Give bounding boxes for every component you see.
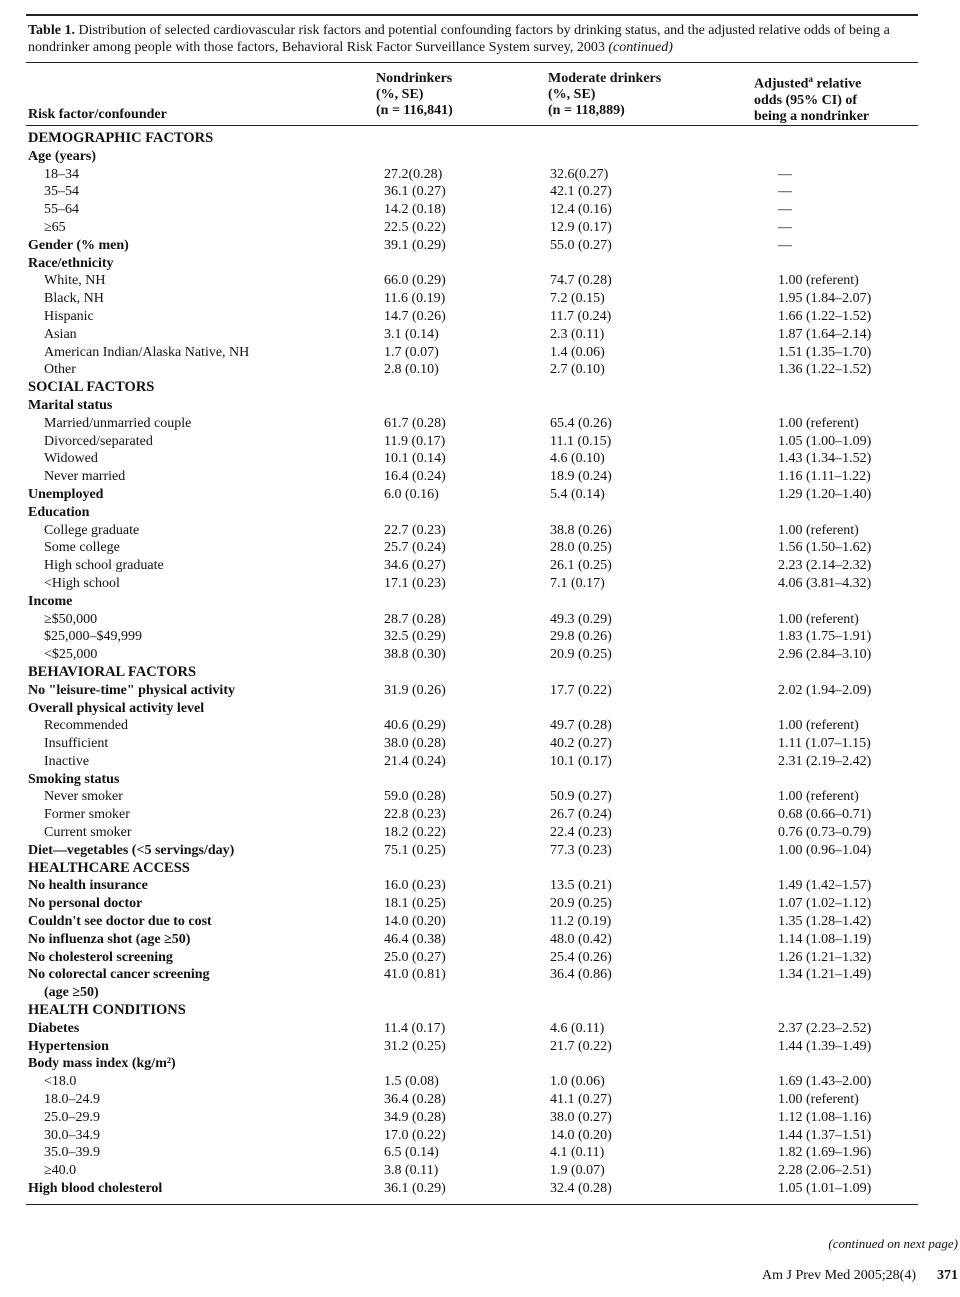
table-row	[26, 522, 918, 540]
adjusted-odds-cell: 1.34 (1.21–1.49)	[778, 967, 872, 983]
moderate-drinkers-cell: 12.4 (0.16)	[550, 202, 612, 218]
moderate-drinkers-cell: 1.0 (0.06)	[550, 1074, 605, 1090]
page-number: 371	[937, 1268, 958, 1283]
nondrinkers-cell: 17.0 (0.22)	[384, 1127, 446, 1143]
row-label: ≥65	[44, 219, 66, 235]
moderate-drinkers-cell: 26.1 (0.25)	[550, 558, 612, 574]
moderate-drinkers-cell: 65.4 (0.26)	[550, 415, 612, 431]
table-row	[26, 611, 918, 629]
nondrinkers-cell: 38.0 (0.28)	[384, 736, 446, 752]
table-row	[26, 771, 918, 789]
table-row	[26, 1073, 918, 1091]
table-body	[26, 126, 918, 1198]
table-row	[26, 966, 918, 984]
row-label: Unemployed	[28, 486, 104, 502]
adjusted-odds-cell: 1.00 (referent)	[778, 522, 859, 538]
nondrinkers-cell: 16.0 (0.23)	[384, 878, 446, 894]
table-row	[26, 700, 918, 718]
moderate-drinkers-cell: 50.9 (0.27)	[550, 789, 612, 805]
table-header	[26, 63, 918, 125]
nondrinkers-cell: 31.9 (0.26)	[384, 682, 446, 698]
row-label: No influenza shot (age ≥50)	[28, 931, 191, 947]
nondrinkers-cell: 11.9 (0.17)	[384, 433, 446, 449]
moderate-drinkers-cell: 17.7 (0.22)	[550, 682, 612, 698]
nondrinkers-cell: 3.1 (0.14)	[384, 326, 439, 342]
header-line: (n = 118,889)	[548, 103, 625, 118]
row-label: Recommended	[44, 718, 128, 734]
moderate-drinkers-cell: 4.6 (0.10)	[550, 451, 605, 467]
header-moderate-drinkers	[548, 71, 661, 119]
adjusted-odds-cell: 1.12 (1.08–1.16)	[778, 1109, 872, 1125]
row-label: White, NH	[44, 273, 106, 289]
table-row	[26, 1091, 918, 1109]
nondrinkers-cell: 3.8 (0.11)	[384, 1163, 439, 1179]
nondrinkers-cell: 61.7 (0.28)	[384, 415, 446, 431]
section-header-row	[26, 860, 918, 878]
row-label: Race/ethnicity	[28, 255, 114, 271]
caption-text: Distribution of selected cardiovascular risk factors and potential confounding factors by drinking status, and the adjusted relative odds of being a nondrinker among people with those factors, Behavioral Risk Factor Surveillance System survey, 2003	[28, 23, 890, 55]
moderate-drinkers-cell: 18.9 (0.24)	[550, 469, 612, 485]
adjusted-odds-cell: 2.23 (2.14–2.32)	[778, 558, 872, 574]
row-label: College graduate	[44, 522, 140, 538]
moderate-drinkers-cell: 41.1 (0.27)	[550, 1092, 612, 1108]
nondrinkers-cell: 34.9 (0.28)	[384, 1109, 446, 1125]
table-row	[26, 504, 918, 522]
adjusted-odds-cell: 1.05 (1.00–1.09)	[778, 433, 872, 449]
section-header-row	[26, 130, 918, 148]
header-line: Adjusted$^a$ relative	[754, 74, 862, 92]
adjusted-odds-cell: 1.49 (1.42–1.57)	[778, 878, 872, 894]
row-label: $25,000–$49,999	[44, 629, 142, 645]
table-row	[26, 344, 918, 362]
header-line: Nondrinkers	[376, 71, 453, 86]
nondrinkers-cell: 41.0 (0.81)	[384, 967, 446, 983]
nondrinkers-cell: 75.1 (0.25)	[384, 842, 446, 858]
row-label: Body mass index (kg/m²)	[28, 1056, 176, 1072]
table-row	[26, 753, 918, 771]
moderate-drinkers-cell: 20.9 (0.25)	[550, 647, 612, 663]
nondrinkers-cell: 14.2 (0.18)	[384, 202, 446, 218]
header-adjusted-odds	[754, 71, 869, 125]
adjusted-odds-cell: 1.95 (1.84–2.07)	[778, 291, 872, 307]
moderate-drinkers-cell: 25.4 (0.26)	[550, 949, 612, 965]
row-label: No personal doctor	[28, 896, 143, 912]
row-label: Divorced/separated	[44, 433, 153, 449]
nondrinkers-cell: 28.7 (0.28)	[384, 611, 446, 627]
row-label: Hispanic	[44, 308, 94, 324]
table-row	[26, 895, 918, 913]
nondrinkers-cell: 17.1 (0.23)	[384, 575, 446, 591]
moderate-drinkers-cell: 13.5 (0.21)	[550, 878, 612, 894]
table-row	[26, 735, 918, 753]
adjusted-odds-cell: —	[778, 219, 792, 235]
nondrinkers-cell: 16.4 (0.24)	[384, 469, 446, 485]
header-line: (%, SE)	[376, 87, 424, 102]
row-label: 35.0–39.9	[44, 1145, 100, 1161]
row-label: Inactive	[44, 753, 90, 769]
table-row	[26, 717, 918, 735]
moderate-drinkers-cell: 49.3 (0.29)	[550, 611, 612, 627]
adjusted-odds-cell: —	[778, 166, 792, 182]
moderate-drinkers-cell: 49.7 (0.28)	[550, 718, 612, 734]
header-risk-factor: Risk factor/confounder	[28, 107, 167, 122]
row-label: Widowed	[44, 451, 98, 467]
moderate-drinkers-cell: 7.2 (0.15)	[550, 291, 605, 307]
nondrinkers-cell: 25.0 (0.27)	[384, 949, 446, 965]
nondrinkers-cell: 22.8 (0.23)	[384, 807, 446, 823]
row-label: Married/unmarried couple	[44, 415, 192, 431]
moderate-drinkers-cell: 29.8 (0.26)	[550, 629, 612, 645]
row-label: Insufficient	[44, 736, 109, 752]
moderate-drinkers-cell: 5.4 (0.14)	[550, 486, 605, 502]
moderate-drinkers-cell: 32.6(0.27)	[550, 166, 609, 182]
nondrinkers-cell: 36.1 (0.29)	[384, 1181, 446, 1197]
nondrinkers-cell: 59.0 (0.28)	[384, 789, 446, 805]
moderate-drinkers-cell: 14.0 (0.20)	[550, 1127, 612, 1143]
row-label: Income	[28, 593, 73, 609]
table-row	[26, 1127, 918, 1145]
row-label: Diet—vegetables (<5 servings/day)	[28, 842, 235, 858]
row-label: 35–54	[44, 184, 79, 200]
row-label: <18.0	[44, 1074, 77, 1090]
table-row	[26, 1109, 918, 1127]
adjusted-odds-cell: 1.82 (1.69–1.96)	[778, 1145, 872, 1161]
nondrinkers-cell: 10.1 (0.14)	[384, 451, 446, 467]
nondrinkers-cell: 1.7 (0.07)	[384, 344, 439, 360]
row-label: No colorectal cancer screening	[28, 967, 210, 983]
adjusted-odds-cell: 1.51 (1.35–1.70)	[778, 344, 872, 360]
adjusted-odds-cell: 2.96 (2.84–3.10)	[778, 647, 872, 663]
table-row	[26, 486, 918, 504]
adjusted-odds-cell: 2.28 (2.06–2.51)	[778, 1163, 872, 1179]
adjusted-odds-cell: 1.16 (1.11–1.22)	[778, 469, 871, 485]
table-row	[26, 1180, 918, 1198]
row-label: Diabetes	[28, 1020, 80, 1036]
adjusted-odds-cell: 1.05 (1.01–1.09)	[778, 1181, 872, 1197]
adjusted-odds-cell: 1.07 (1.02–1.12)	[778, 896, 872, 912]
adjusted-odds-cell: 1.00 (referent)	[778, 415, 859, 431]
row-label: Asian	[44, 326, 77, 342]
adjusted-odds-cell: 1.00 (referent)	[778, 273, 859, 289]
row-label: 25.0–29.9	[44, 1109, 100, 1125]
nondrinkers-cell: 40.6 (0.29)	[384, 718, 446, 734]
moderate-drinkers-cell: 38.0 (0.27)	[550, 1109, 612, 1125]
header-nondrinkers	[376, 71, 453, 119]
adjusted-odds-cell: 1.35 (1.28–1.42)	[778, 914, 872, 930]
moderate-drinkers-cell: 11.2 (0.19)	[550, 914, 612, 930]
table-row	[26, 361, 918, 379]
moderate-drinkers-cell: 48.0 (0.42)	[550, 931, 612, 947]
row-label: 18–34	[44, 166, 79, 182]
row-label: No "leisure-time" physical activity	[28, 682, 235, 698]
continued-note: (continued on next page)	[828, 1236, 958, 1251]
bottom-rule	[26, 1204, 918, 1205]
table-page	[26, 14, 918, 1205]
row-label: ≥$50,000	[44, 611, 98, 627]
moderate-drinkers-cell: 2.3 (0.11)	[550, 326, 605, 342]
nondrinkers-cell: 2.8 (0.10)	[384, 362, 439, 378]
table-row	[26, 237, 918, 255]
row-label: Marital status	[28, 397, 113, 413]
table-row	[26, 1038, 918, 1056]
adjusted-odds-cell: 2.02 (1.94–2.09)	[778, 682, 872, 698]
nondrinkers-cell: 66.0 (0.29)	[384, 273, 446, 289]
table-row	[26, 183, 918, 201]
table-row	[26, 450, 918, 468]
table-row	[26, 272, 918, 290]
adjusted-odds-cell: —	[778, 184, 792, 200]
row-label: Hypertension	[28, 1038, 109, 1054]
table-row	[26, 557, 918, 575]
moderate-drinkers-cell: 12.9 (0.17)	[550, 219, 612, 235]
moderate-drinkers-cell: 1.9 (0.07)	[550, 1163, 605, 1179]
nondrinkers-cell: 36.1 (0.27)	[384, 184, 446, 200]
section-header-row	[26, 1002, 918, 1020]
moderate-drinkers-cell: 38.8 (0.26)	[550, 522, 612, 538]
row-label: ≥40.0	[44, 1163, 77, 1179]
adjusted-odds-cell: 1.36 (1.22–1.52)	[778, 362, 872, 378]
nondrinkers-cell: 36.4 (0.28)	[384, 1092, 446, 1108]
nondrinkers-cell: 46.4 (0.38)	[384, 931, 446, 947]
table-row	[26, 290, 918, 308]
moderate-drinkers-cell: 55.0 (0.27)	[550, 237, 612, 253]
adjusted-odds-cell: 1.56 (1.50–1.62)	[778, 540, 872, 556]
adjusted-odds-cell: 1.66 (1.22–1.52)	[778, 308, 872, 324]
row-label: <$25,000	[44, 647, 98, 663]
caption-continued: (continued)	[608, 40, 673, 55]
row-label: BEHAVIORAL FACTORS	[28, 663, 197, 680]
table-row	[26, 949, 918, 967]
adjusted-odds-cell: 4.06 (3.81–4.32)	[778, 575, 872, 591]
table-row	[26, 148, 918, 166]
header-line: (n = 116,841)	[376, 103, 453, 118]
adjusted-odds-cell: —	[778, 237, 792, 253]
row-label: Never married	[44, 469, 126, 485]
table-row	[26, 1020, 918, 1038]
table-row	[26, 468, 918, 486]
row-label: 55–64	[44, 202, 79, 218]
table-row	[26, 397, 918, 415]
table-row	[26, 931, 918, 949]
table-row	[26, 824, 918, 842]
adjusted-odds-cell: 1.44 (1.39–1.49)	[778, 1038, 872, 1054]
header-line: being a nondrinker	[754, 108, 870, 124]
nondrinkers-cell: 14.7 (0.26)	[384, 308, 446, 324]
header-line: (%, SE)	[548, 87, 596, 102]
table-row	[26, 682, 918, 700]
adjusted-odds-cell: 2.31 (2.19–2.42)	[778, 753, 872, 769]
adjusted-odds-cell: 1.00 (referent)	[778, 1092, 859, 1108]
nondrinkers-cell: 18.2 (0.22)	[384, 825, 446, 841]
table-row	[26, 806, 918, 824]
adjusted-odds-cell: 1.00 (referent)	[778, 611, 859, 627]
nondrinkers-cell: 27.2(0.28)	[384, 166, 443, 182]
adjusted-odds-cell: —	[778, 202, 792, 218]
nondrinkers-cell: 6.5 (0.14)	[384, 1145, 439, 1161]
row-label: High school graduate	[44, 558, 164, 574]
table-row	[26, 628, 918, 646]
moderate-drinkers-cell: 10.1 (0.17)	[550, 753, 612, 769]
row-label: No cholesterol screening	[28, 949, 173, 965]
moderate-drinkers-cell: 40.2 (0.27)	[550, 736, 612, 752]
row-label: Couldn't see doctor due to cost	[28, 914, 212, 930]
row-label: Current smoker	[44, 825, 132, 841]
row-label: SOCIAL FACTORS	[28, 379, 155, 396]
moderate-drinkers-cell: 21.7 (0.22)	[550, 1038, 612, 1054]
table-row	[26, 593, 918, 611]
table-row	[26, 646, 918, 664]
table-row	[26, 201, 918, 219]
table-row	[26, 539, 918, 557]
nondrinkers-cell: 39.1 (0.29)	[384, 237, 446, 253]
nondrinkers-cell: 14.0 (0.20)	[384, 914, 446, 930]
moderate-drinkers-cell: 1.4 (0.06)	[550, 344, 605, 360]
nondrinkers-cell: 21.4 (0.24)	[384, 753, 446, 769]
row-label: Overall physical activity level	[28, 700, 205, 716]
nondrinkers-cell: 31.2 (0.25)	[384, 1038, 446, 1054]
table-row	[26, 1144, 918, 1162]
moderate-drinkers-cell: 74.7 (0.28)	[550, 273, 612, 289]
row-label: Smoking status	[28, 771, 120, 787]
table-row	[26, 219, 918, 237]
row-label: DEMOGRAPHIC FACTORS	[28, 130, 214, 146]
moderate-drinkers-cell: 28.0 (0.25)	[550, 540, 612, 556]
row-label: Some college	[44, 540, 120, 556]
row-label: Other	[44, 362, 76, 378]
nondrinkers-cell: 34.6 (0.27)	[384, 558, 446, 574]
table-row	[26, 984, 918, 1002]
moderate-drinkers-cell: 7.1 (0.17)	[550, 575, 605, 591]
adjusted-odds-cell: 1.00 (referent)	[778, 718, 859, 734]
row-label: High blood cholesterol	[28, 1181, 163, 1197]
row-label: Gender (% men)	[28, 237, 129, 253]
nondrinkers-cell: 25.7 (0.24)	[384, 540, 446, 556]
table-row	[26, 326, 918, 344]
adjusted-odds-cell: 1.43 (1.34–1.52)	[778, 451, 872, 467]
moderate-drinkers-cell: 26.7 (0.24)	[550, 807, 612, 823]
moderate-drinkers-cell: 36.4 (0.86)	[550, 967, 612, 983]
nondrinkers-cell: 11.4 (0.17)	[384, 1020, 446, 1036]
adjusted-odds-cell: 0.68 (0.66–0.71)	[778, 807, 872, 823]
nondrinkers-cell: 1.5 (0.08)	[384, 1074, 439, 1090]
table-row	[26, 166, 918, 184]
adjusted-odds-cell: 1.44 (1.37–1.51)	[778, 1127, 872, 1143]
row-label: <High school	[44, 575, 120, 591]
table-caption	[26, 16, 918, 56]
header-line: odds (95% CI) of	[754, 92, 858, 108]
moderate-drinkers-cell: 32.4 (0.28)	[550, 1181, 612, 1197]
row-label: Former smoker	[44, 807, 130, 823]
adjusted-odds-cell: 1.29 (1.20–1.40)	[778, 486, 872, 502]
adjusted-odds-cell: 1.11 (1.07–1.15)	[778, 736, 871, 752]
moderate-drinkers-cell: 20.9 (0.25)	[550, 896, 612, 912]
table-row	[26, 575, 918, 593]
adjusted-odds-cell: 0.76 (0.73–0.79)	[778, 825, 872, 841]
moderate-drinkers-cell: 2.7 (0.10)	[550, 362, 605, 378]
table-row	[26, 1055, 918, 1073]
nondrinkers-cell: 38.8 (0.30)	[384, 647, 446, 663]
adjusted-odds-cell: 1.69 (1.43–2.00)	[778, 1074, 872, 1090]
adjusted-odds-cell: 1.14 (1.08–1.19)	[778, 931, 872, 947]
moderate-drinkers-cell: 22.4 (0.23)	[550, 825, 612, 841]
adjusted-odds-cell: 2.37 (2.23–2.52)	[778, 1020, 872, 1036]
nondrinkers-cell: 22.7 (0.23)	[384, 522, 446, 538]
moderate-drinkers-cell: 4.6 (0.11)	[550, 1020, 605, 1036]
section-header-row	[26, 664, 918, 682]
row-label: HEALTHCARE ACCESS	[28, 859, 190, 876]
table-row	[26, 788, 918, 806]
table-row	[26, 255, 918, 273]
nondrinkers-cell: 22.5 (0.22)	[384, 219, 446, 235]
moderate-drinkers-cell: 4.1 (0.11)	[550, 1145, 605, 1161]
moderate-drinkers-cell: 77.3 (0.23)	[550, 842, 612, 858]
moderate-drinkers-cell: 11.1 (0.15)	[550, 433, 612, 449]
section-header-row	[26, 379, 918, 397]
table-row	[26, 308, 918, 326]
adjusted-odds-cell: 1.26 (1.21–1.32)	[778, 949, 872, 965]
row-label: Education	[28, 504, 90, 520]
row-label: (age ≥50)	[44, 985, 99, 1001]
adjusted-odds-cell: 1.00 (referent)	[778, 789, 859, 805]
table-row	[26, 433, 918, 451]
row-label: Never smoker	[44, 789, 123, 805]
adjusted-odds-cell: 1.00 (0.96–1.04)	[778, 842, 872, 858]
row-label: American Indian/Alaska Native, NH	[44, 344, 250, 360]
nondrinkers-cell: 6.0 (0.16)	[384, 486, 439, 502]
table-row	[26, 913, 918, 931]
header-line: Moderate drinkers	[548, 71, 662, 86]
nondrinkers-cell: 18.1 (0.25)	[384, 896, 446, 912]
table-row	[26, 415, 918, 433]
adjusted-odds-cell: 1.87 (1.64–2.14)	[778, 326, 872, 342]
table-row	[26, 842, 918, 860]
moderate-drinkers-cell: 42.1 (0.27)	[550, 184, 612, 200]
caption-label: Table 1.	[28, 23, 75, 38]
journal-citation: Am J Prev Med 2005;28(4)	[762, 1268, 916, 1283]
nondrinkers-cell: 11.6 (0.19)	[384, 291, 446, 307]
row-label: 30.0–34.9	[44, 1127, 100, 1143]
nondrinkers-cell: 32.5 (0.29)	[384, 629, 446, 645]
row-label: Black, NH	[44, 291, 104, 307]
row-label: No health insurance	[28, 878, 148, 894]
table-row	[26, 1162, 918, 1180]
row-label: Age (years)	[28, 148, 97, 164]
row-label: HEALTH CONDITIONS	[28, 1002, 186, 1019]
moderate-drinkers-cell: 11.7 (0.24)	[550, 308, 612, 324]
row-label: 18.0–24.9	[44, 1092, 100, 1108]
adjusted-odds-cell: 1.83 (1.75–1.91)	[778, 629, 872, 645]
table-row	[26, 877, 918, 895]
